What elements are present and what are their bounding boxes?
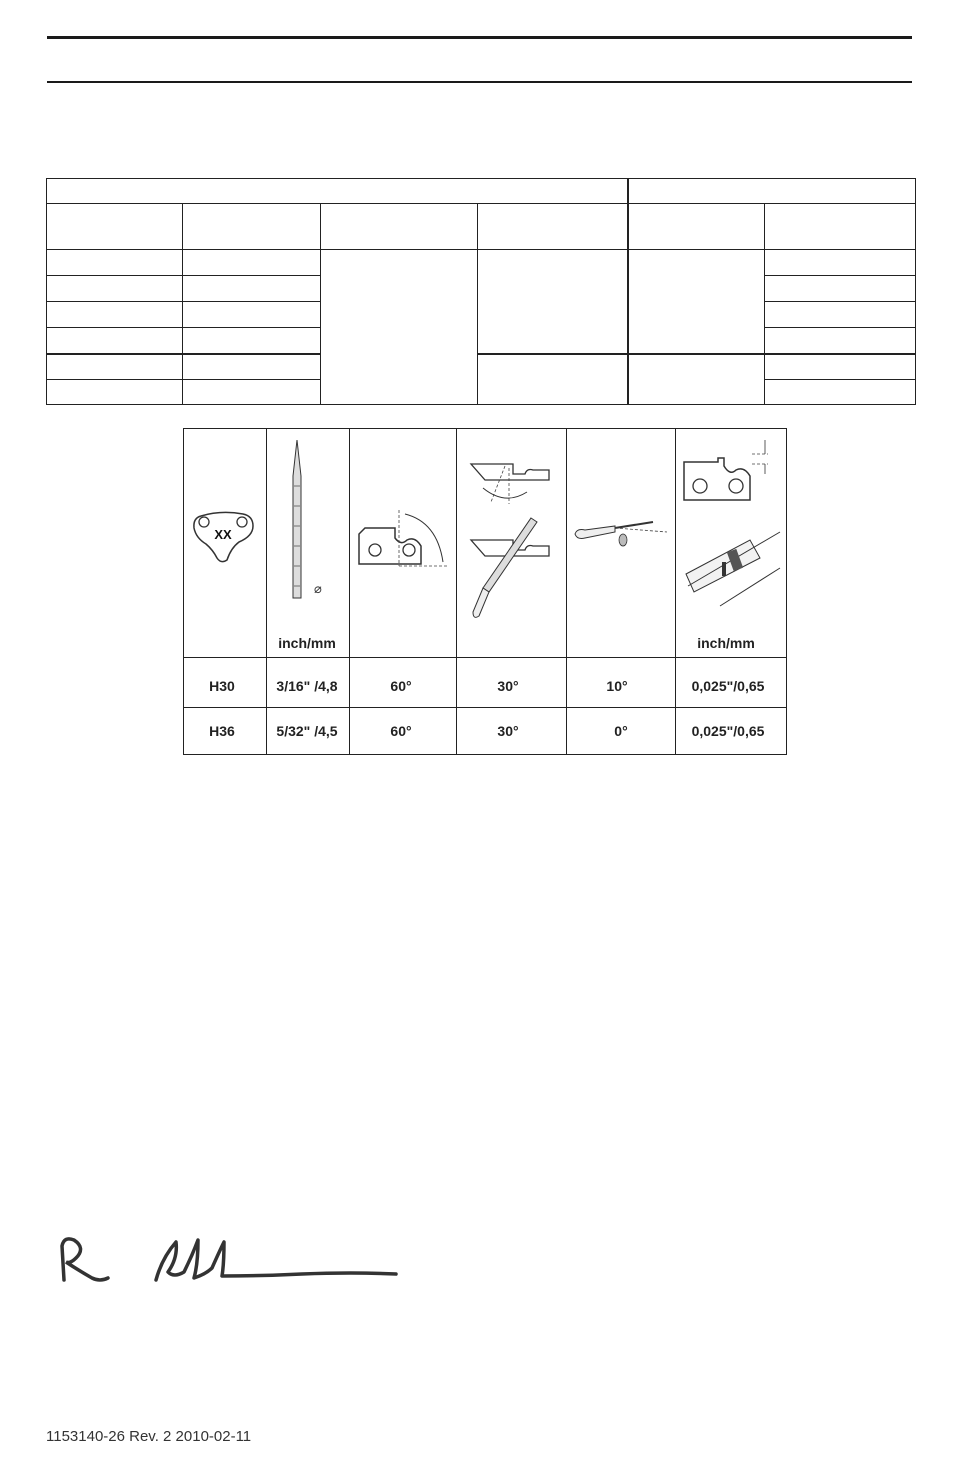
round-file-illustration — [283, 436, 333, 606]
file-angle-illustration — [465, 458, 561, 623]
sharpening-table — [183, 428, 787, 755]
tilt-angle-cell: 0° — [614, 723, 628, 739]
marking-cell: H30 — [209, 678, 235, 694]
depth-gauge-unit: inch/mm — [697, 635, 755, 651]
header-rule — [47, 81, 912, 83]
document-number: 1153140-26 Rev. 2 2010-02-11 — [46, 1428, 252, 1445]
marking-cell: H36 — [209, 723, 235, 739]
depth-gauge-cell: 0,025"/0,65 — [691, 678, 765, 694]
file-diameter-cell: 3/16" /4,8 — [276, 678, 338, 694]
tilt-angle-cell: 10° — [606, 678, 628, 694]
top-plate-angle-cell: 60° — [390, 678, 412, 694]
top-rule — [47, 36, 912, 39]
depth-gauge-illustration — [680, 436, 784, 612]
file-diameter-unit: inch/mm — [278, 635, 336, 651]
depth-gauge-cell: 0,025"/0,65 — [691, 723, 765, 739]
file-angle-cell: 30° — [497, 678, 519, 694]
top-plate-angle-cell: 60° — [390, 723, 412, 739]
combination-table — [46, 178, 916, 405]
top-plate-angle-illustration — [355, 506, 451, 576]
chain-marking-label: XX — [214, 527, 232, 542]
signature — [52, 1228, 402, 1298]
file-angle-cell: 30° — [497, 723, 519, 739]
file-diameter-cell: 5/32" /4,5 — [276, 723, 338, 739]
chain-marking-illustration — [191, 508, 261, 588]
diameter-symbol: ⌀ — [314, 582, 322, 597]
tilt-angle-illustration — [571, 508, 671, 558]
